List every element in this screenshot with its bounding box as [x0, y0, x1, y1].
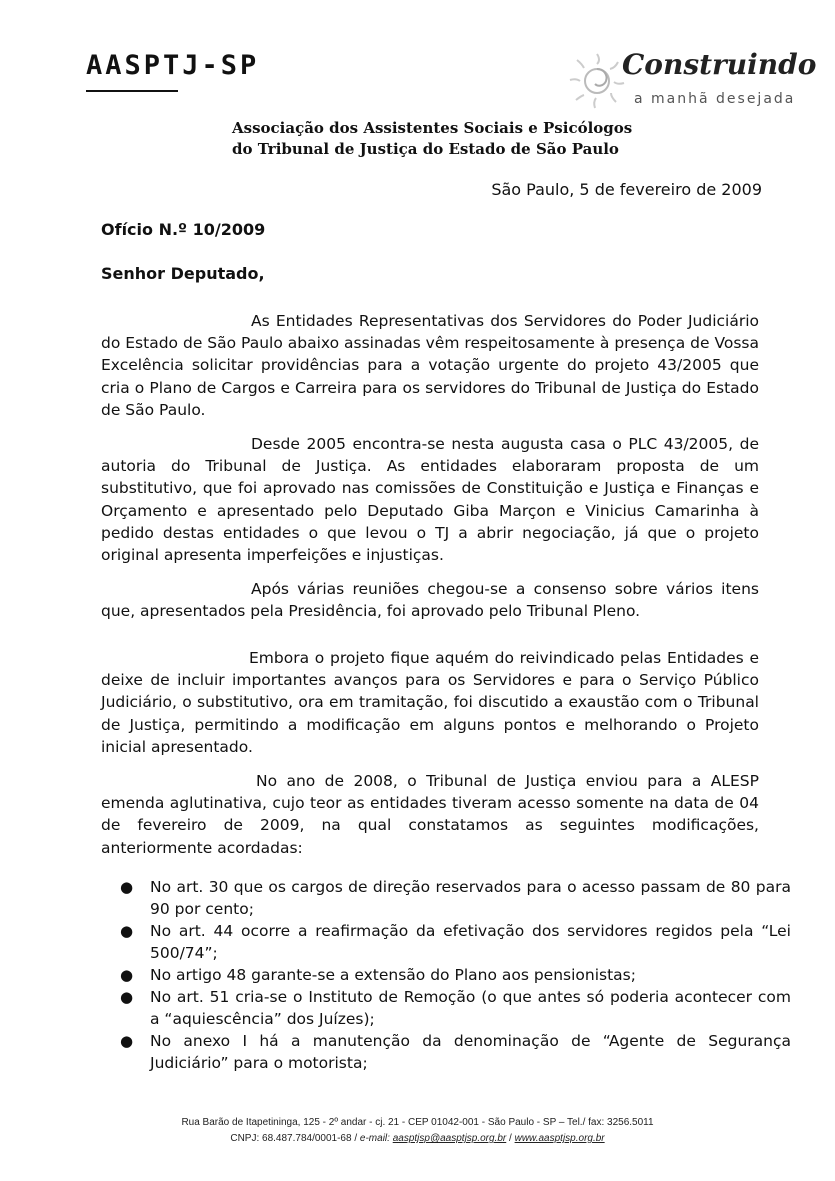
footer-email-link[interactable]: aasptjsp@aasptjsp.org.br	[392, 1133, 507, 1144]
body-paragraph-2: Desde 2005 encontra-se nesta augusta casa o PLC 43/2005, de autoria do Tribunal de Justiça. As entidades elaboraram proposta de um substitutivo, que foi aprovado nas comissões de Constituição e Justiça e Finanças e Orçamento e apresentado pelo Deputado Giba Marçon e Vinicius Camarinha à pedido destas entidades o que levou o TJ a abrir negociação, já que o projeto original apresenta imperfeições e injustiças.	[101, 435, 759, 565]
sun-swirl-icon	[566, 50, 628, 112]
footer-address: Rua Barão de Itapetininga, 125 - 2º andar - cj. 21 - CEP 01042-001 - São Paulo - SP – Tel./ fax: 3256.5011	[181, 1117, 654, 1128]
list-item-text: No art. 44 ocorre a reafirmação da efetivação dos servidores regidos pela “Lei 500/74”;	[150, 922, 791, 962]
list-item	[101, 920, 791, 964]
footer-contact	[0, 1133, 835, 1144]
bullet-dot-icon: ●	[120, 922, 134, 940]
logo-underline	[86, 90, 178, 92]
list-item	[101, 986, 791, 1030]
letter-date: São Paulo, 5 de fevereiro de 2009	[491, 180, 762, 199]
campaign-logo-title: Construindo	[622, 48, 817, 81]
body-paragraph-5: No ano de 2008, o Tribunal de Justiça enviou para a ALESP emenda aglutinativa, cujo teor as entidades tiveram acesso somente na data de 04 de fevereiro de 2009, na qual constatamos as seguintes modificações, anteriormente acordadas:	[101, 772, 759, 857]
association-logo	[86, 50, 259, 81]
organization-name-line-1: Associação dos Assistentes Sociais e Psicólogos	[232, 119, 633, 137]
letter-reference-number: Ofício N.º 10/2009	[101, 220, 266, 239]
list-item	[101, 1030, 791, 1074]
list-item-text: No art. 30 que os cargos de direção reservados para o acesso passam de 80 para 90 por cento;	[150, 878, 791, 918]
organization-name-line-2: do Tribunal de Justiça do Estado de São Paulo	[232, 140, 619, 158]
list-item	[101, 964, 791, 986]
list-item-text: No art. 51 cria-se o Instituto de Remoção (o que antes só poderia acontecer com a “aquiescência” dos Juízes);	[150, 988, 791, 1028]
footer-separator: /	[509, 1133, 512, 1144]
modifications-list	[101, 876, 791, 1074]
list-item-text: No anexo I há a manutenção da denominação de “Agente de Segurança Judiciário” para o motorista;	[150, 1032, 791, 1072]
body-paragraph-4: Embora o projeto fique aquém do reivindicado pelas Entidades e deixe de incluir importantes avanços para os Servidores e para o Serviço Público Judiciário, o substitutivo, ora em tramitação, foi discutido a exaustão com o Tribunal de Justiça, permitindo a modificação em alguns pontos e melhorando o Projeto inicial apresentado.	[101, 649, 759, 756]
list-item	[101, 876, 791, 920]
list-item-text: No artigo 48 garante-se a extensão do Plano aos pensionistas;	[150, 966, 636, 984]
body-paragraph-1: As Entidades Representativas dos Servidores do Poder Judiciário do Estado de São Paulo abaixo assinadas vêm respeitosamente à presença de Vossa Excelência solicitar providências para a votação urgente do projeto 43/2005 que cria o Plano de Cargos e Carreira para os servidores do Tribunal de Justiça do Estado de São Paulo.	[101, 312, 759, 419]
footer-email-label: e-mail:	[359, 1133, 390, 1144]
letter-salutation: Senhor Deputado,	[101, 264, 265, 283]
body-paragraph-3: Após várias reuniões chegou-se a consenso sobre vários itens que, apresentados pela Presidência, foi aprovado pelo Tribunal Pleno.	[101, 580, 759, 621]
footer-cnpj: CNPJ: 68.487.784/0001-68 /	[230, 1133, 358, 1144]
bullet-dot-icon: ●	[120, 988, 134, 1006]
footer-website-link[interactable]: www.aasptjsp.org.br	[514, 1133, 605, 1144]
organization-name	[232, 118, 632, 160]
bullet-dot-icon: ●	[120, 966, 134, 984]
bullet-dot-icon: ●	[120, 1032, 134, 1050]
bullet-dot-icon: ●	[120, 878, 134, 896]
campaign-logo	[566, 38, 817, 118]
association-logo-text: AASPTJ-SP	[86, 50, 260, 81]
campaign-logo-tagline: a manhã desejada	[634, 91, 796, 107]
